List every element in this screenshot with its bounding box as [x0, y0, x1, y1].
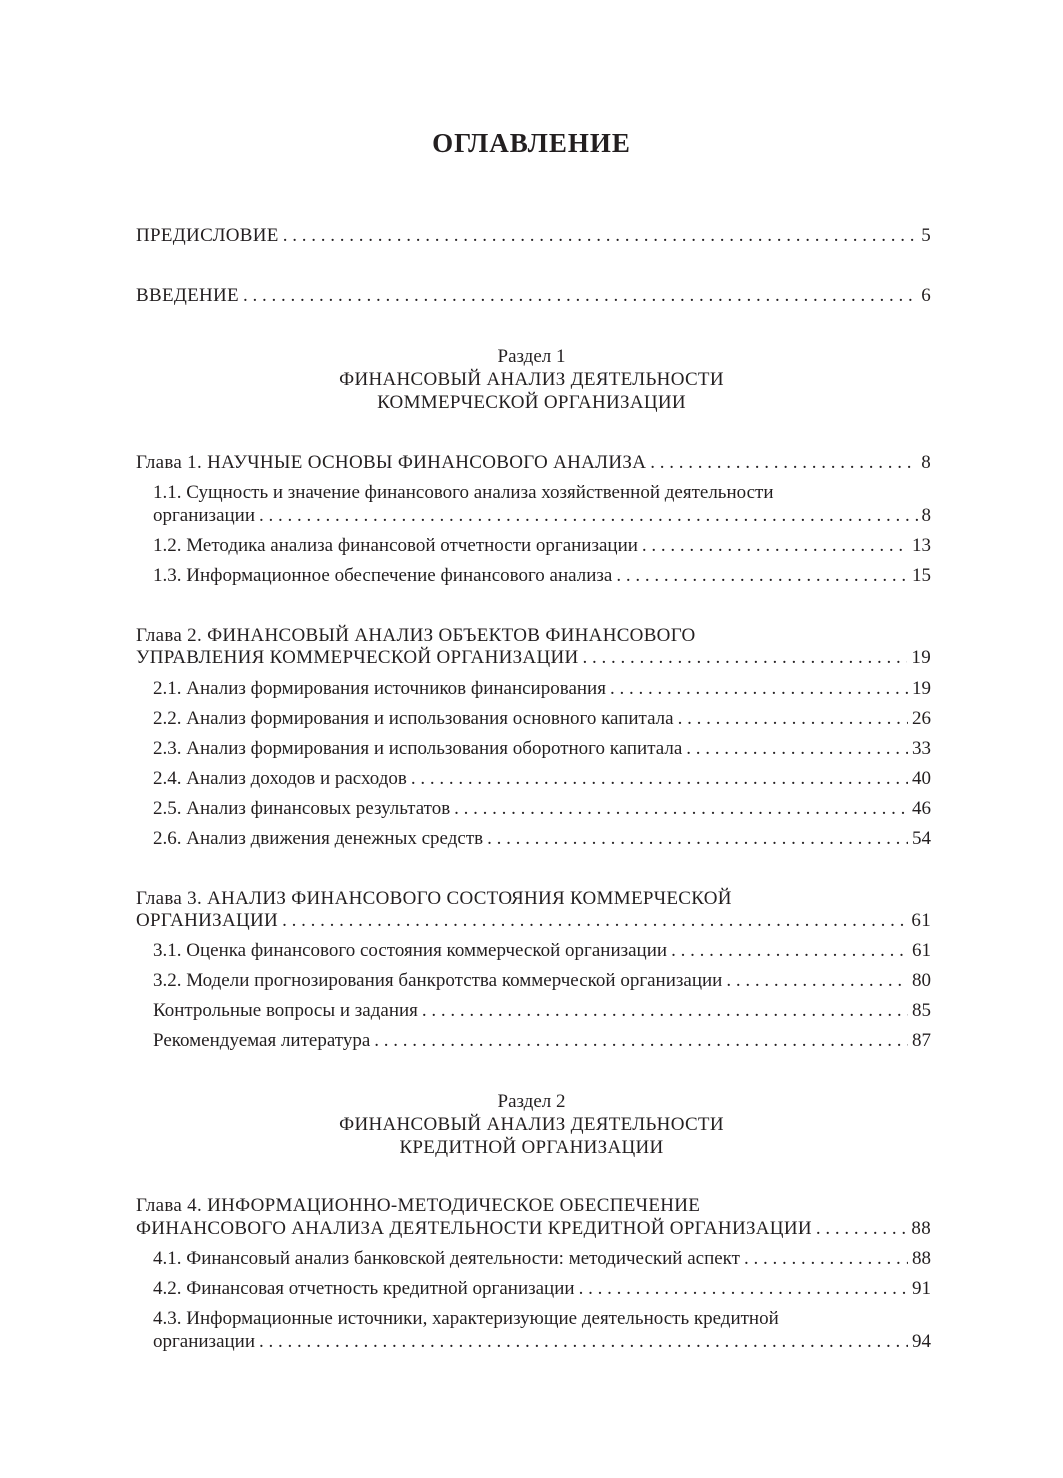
toc-entry-2-4[interactable] — [153, 768, 931, 790]
toc-entry-introduction[interactable] — [136, 285, 931, 307]
leader-dots — [686, 738, 908, 760]
entry-text: 3.2. Модели прогнозирования банкротства коммерческой организации — [153, 970, 723, 991]
entry-page: 40 — [912, 768, 931, 789]
leader-dots — [650, 452, 917, 474]
entry-page: 61 — [912, 940, 931, 961]
entry-page: 8 — [921, 505, 931, 526]
toc-entry-1-3[interactable] — [153, 565, 931, 587]
entry-text: 3.1. Оценка финансового состояния коммерческой организации — [153, 940, 668, 961]
entry-page: 19 — [911, 647, 931, 668]
entry-page: 13 — [912, 535, 931, 556]
entry-page: 33 — [912, 738, 931, 759]
section-2-heading — [0, 1090, 1063, 1159]
entry-page: 15 — [912, 565, 931, 586]
entry-text: 2.5. Анализ финансовых результатов — [153, 798, 451, 819]
toc-entry-2-2[interactable] — [153, 708, 931, 730]
entry-page: 54 — [912, 828, 931, 849]
toc-entry-1-1-line1: 1.1. Сущность и значение финансового анализа хозяйственной деятельности — [153, 482, 774, 503]
leader-dots — [610, 678, 908, 700]
section-title-line2: КРЕДИТНОЙ ОРГАНИЗАЦИИ — [399, 1137, 664, 1158]
entry-text: ФИНАНСОВОГО АНАЛИЗА ДЕЯТЕЛЬНОСТИ КРЕДИТНОЙ ОРГАНИЗАЦИИ — [136, 1218, 812, 1239]
leader-dots — [671, 940, 908, 962]
entry-text: 1.2. Методика анализа финансовой отчетности организации — [153, 535, 638, 556]
entry-page: 61 — [911, 910, 931, 931]
entry-text: 1.3. Информационное обеспечение финансового анализа — [153, 565, 613, 586]
section-label: Раздел 1 — [497, 346, 566, 367]
entry-page: 19 — [912, 678, 931, 699]
entry-page: 88 — [911, 1218, 931, 1239]
leader-dots — [282, 910, 907, 932]
leader-dots — [579, 1278, 908, 1300]
toc-entry-1-2[interactable] — [153, 535, 931, 557]
leader-dots — [583, 647, 908, 669]
page-title: ОГЛАВЛЕНИЕ — [432, 128, 631, 158]
section-1-heading — [0, 345, 1063, 414]
entry-page: 91 — [912, 1278, 931, 1299]
entry-page: 87 — [912, 1030, 931, 1051]
toc-entry-4-2[interactable] — [153, 1278, 931, 1300]
leader-dots — [487, 828, 908, 850]
entry-page: 94 — [912, 1331, 931, 1352]
toc-entry-recommended-literature[interactable] — [153, 1030, 931, 1052]
entry-text: Рекомендуемая литература — [153, 1030, 371, 1051]
toc-entry-preface[interactable] — [136, 225, 931, 247]
section-title-line1: ФИНАНСОВЫЙ АНАЛИЗ ДЕЯТЕЛЬНОСТИ — [339, 1114, 724, 1135]
leader-dots — [616, 565, 908, 587]
leader-dots — [816, 1218, 908, 1240]
toc-entry-3-2[interactable] — [153, 970, 931, 992]
toc-entry-chapter-3[interactable] — [136, 910, 931, 932]
toc-entry-3-1[interactable] — [153, 940, 931, 962]
toc-entry-chapter-4[interactable] — [136, 1218, 931, 1240]
toc-entry-chapter-3-line1: Глава 3. АНАЛИЗ ФИНАНСОВОГО СОСТОЯНИЯ КОММЕРЧЕСКОЙ — [136, 888, 732, 909]
section-label: Раздел 2 — [497, 1091, 566, 1112]
entry-text: ВВЕДЕНИЕ — [136, 285, 239, 306]
leader-dots — [642, 535, 908, 557]
entry-page: 85 — [912, 1000, 931, 1021]
toc-entry-chapter-2-line1: Глава 2. ФИНАНСОВЫЙ АНАЛИЗ ОБЪЕКТОВ ФИНАНСОВОГО — [136, 625, 696, 646]
entry-page: 26 — [912, 708, 931, 729]
section-title-line2: КОММЕРЧЕСКОЙ ОРГАНИЗАЦИИ — [377, 392, 686, 413]
entry-text: 2.6. Анализ движения денежных средств — [153, 828, 484, 849]
entry-page: 88 — [912, 1248, 931, 1269]
leader-dots — [422, 1000, 908, 1022]
entry-page: 80 — [912, 970, 931, 991]
leader-dots — [259, 1331, 908, 1353]
leader-dots — [744, 1248, 908, 1270]
leader-dots — [243, 285, 917, 307]
toc-entry-2-3[interactable] — [153, 738, 931, 760]
toc-entry-review-questions[interactable] — [153, 1000, 931, 1022]
entry-text: ПРЕДИСЛОВИЕ — [136, 225, 279, 246]
leader-dots — [411, 768, 908, 790]
toc-entry-4-3[interactable] — [153, 1331, 931, 1353]
toc-entry-chapter-4-line1: Глава 4. ИНФОРМАЦИОННО-МЕТОДИЧЕСКОЕ ОБЕСПЕЧЕНИЕ — [136, 1195, 701, 1216]
entry-text: организации — [153, 505, 256, 526]
leader-dots — [283, 225, 918, 247]
entry-text: УПРАВЛЕНИЯ КОММЕРЧЕСКОЙ ОРГАНИЗАЦИИ — [136, 647, 579, 668]
entry-text: 2.4. Анализ доходов и расходов — [153, 768, 407, 789]
toc-entry-chapter-2[interactable] — [136, 647, 931, 669]
entry-text: 2.2. Анализ формирования и использования основного капитала — [153, 708, 674, 729]
toc-entry-1-1[interactable] — [153, 505, 931, 527]
entry-text: 2.3. Анализ формирования и использования оборотного капитала — [153, 738, 683, 759]
entry-text: 4.1. Финансовый анализ банковской деятельности: методический аспект — [153, 1248, 740, 1269]
entry-text: 4.2. Финансовая отчетность кредитной организации — [153, 1278, 575, 1299]
toc-entry-4-1[interactable] — [153, 1248, 931, 1270]
leader-dots — [259, 505, 917, 527]
entry-page: 5 — [921, 225, 931, 246]
entry-text: 2.1. Анализ формирования источников финансирования — [153, 678, 606, 699]
entry-text: ОРГАНИЗАЦИИ — [136, 910, 279, 931]
toc-entry-2-5[interactable] — [153, 798, 931, 820]
entry-text: организации — [153, 1331, 256, 1352]
toc-entry-chapter-1[interactable] — [136, 452, 931, 474]
entry-page: 6 — [921, 285, 931, 306]
entry-page: 8 — [921, 452, 931, 473]
leader-dots — [678, 708, 908, 730]
section-title-line1: ФИНАНСОВЫЙ АНАЛИЗ ДЕЯТЕЛЬНОСТИ — [339, 369, 724, 390]
leader-dots — [726, 970, 908, 992]
toc-entry-4-3-line1: 4.3. Информационные источники, характеризующие деятельность кредитной — [153, 1308, 779, 1329]
toc-entry-2-1[interactable] — [153, 678, 931, 700]
entry-text: Глава 1. НАУЧНЫЕ ОСНОВЫ ФИНАНСОВОГО АНАЛИЗА — [136, 452, 647, 473]
entry-text: Контрольные вопросы и задания — [153, 1000, 418, 1021]
leader-dots — [454, 798, 908, 820]
leader-dots — [374, 1030, 908, 1052]
toc-entry-2-6[interactable] — [153, 828, 931, 850]
entry-page: 46 — [912, 798, 931, 819]
